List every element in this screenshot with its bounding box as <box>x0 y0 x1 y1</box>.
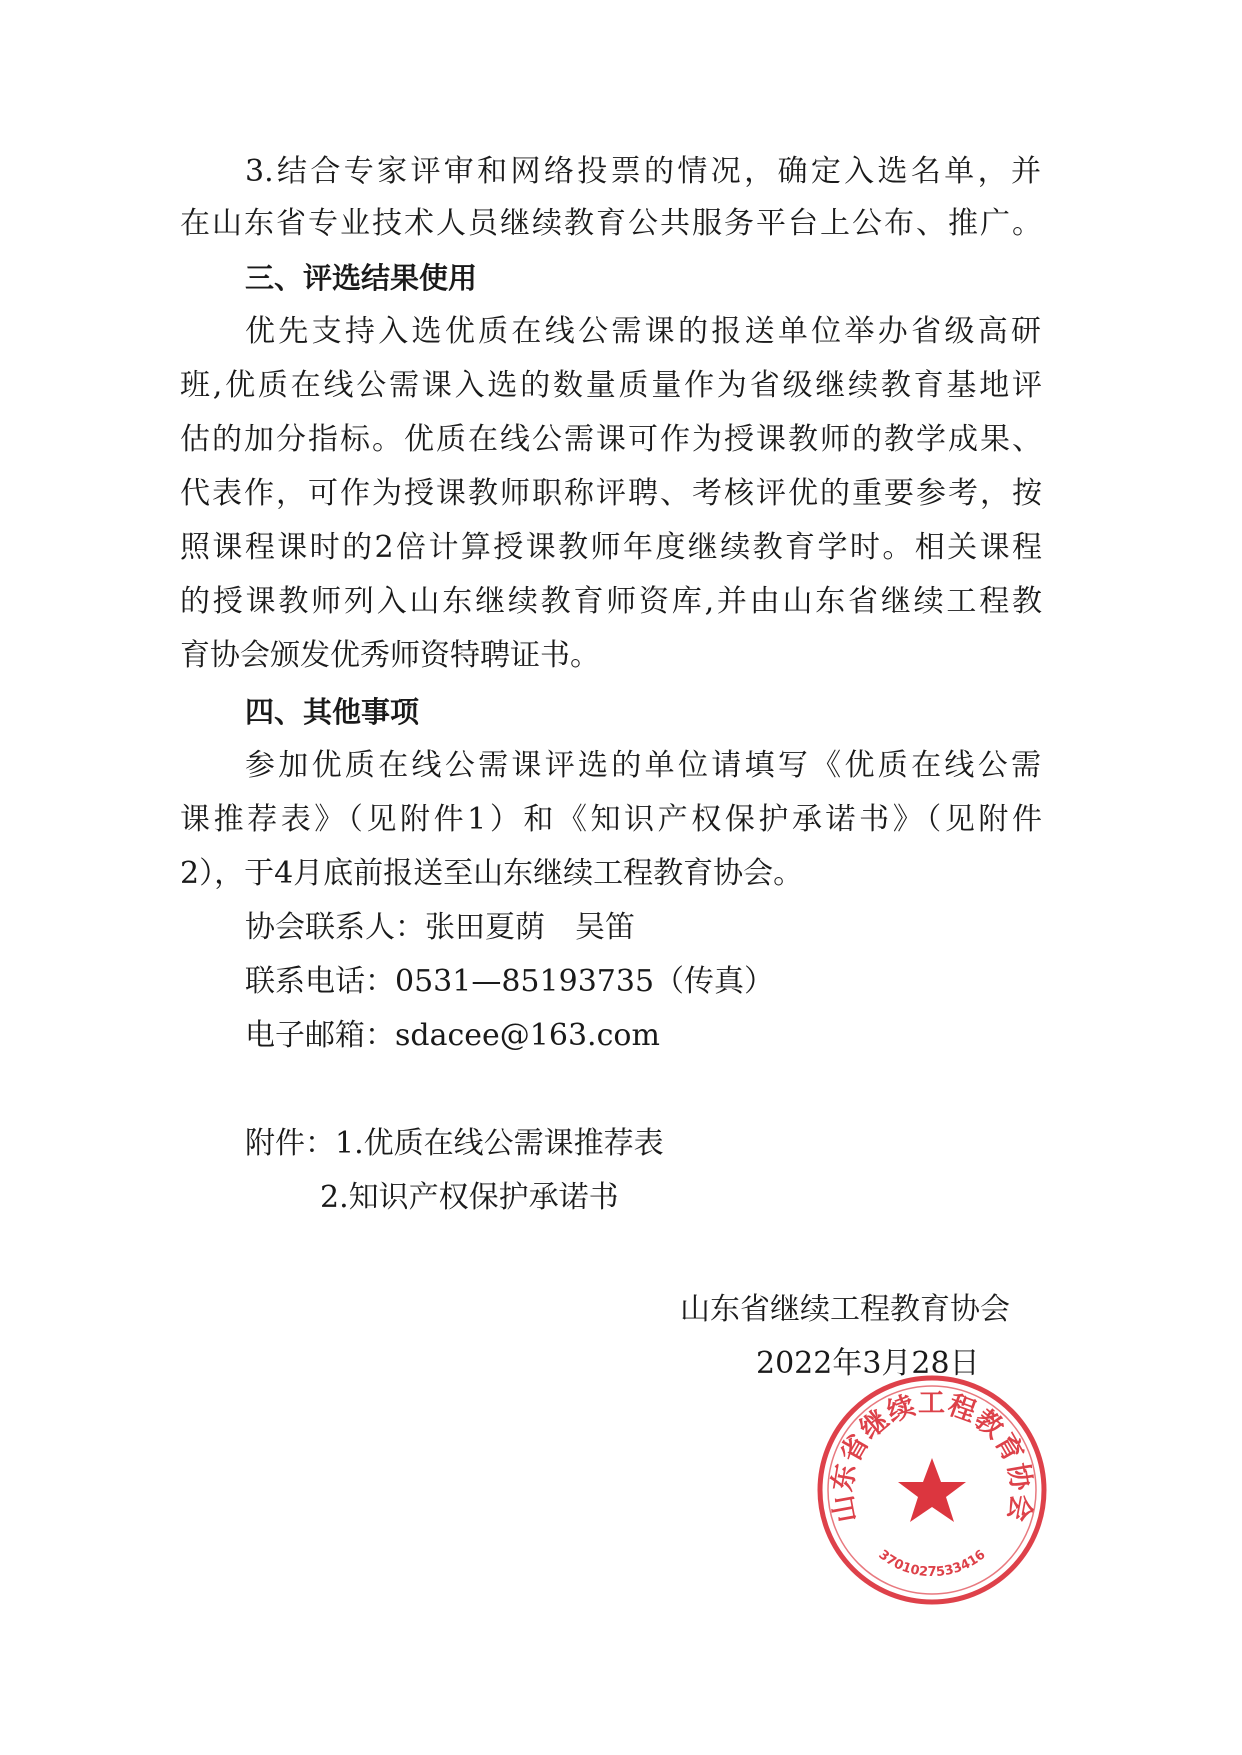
section-heading-4: 四、其他事项 <box>245 695 420 729</box>
paragraph-line: 参加优质在线公需课评选的单位请填写《优质在线公需 <box>245 748 1041 783</box>
paragraph-line: 的授课教师列入山东继续教育师资库,并由山东省继续工程教 <box>180 584 1042 619</box>
paragraph-line: 2），于4月底前报送至山东继续工程教育协会。 <box>180 856 804 891</box>
contact-person: 协会联系人：张田夏荫 吴笛 <box>245 910 635 945</box>
attachment-2: 2.知识产权保护承诺书 <box>320 1180 619 1215</box>
contact-email: 电子邮箱：sdacee@163.com <box>245 1018 660 1053</box>
paragraph-line: 课推荐表》（见附件1）和《知识产权保护承诺书》（见附件 <box>180 802 1042 837</box>
paragraph-line: 代表作，可作为授课教师职称评聘、考核评优的重要参考，按 <box>180 476 1042 511</box>
section-heading-3: 三、评选结果使用 <box>245 261 478 295</box>
paragraph-line: 在山东省专业技术人员继续教育公共服务平台上公布、推广。 <box>180 206 1042 241</box>
paragraph-line: 估的加分指标。优质在线公需课可作为授课教师的教学成果、 <box>180 422 1042 457</box>
contact-phone: 联系电话：0531—85193735（传真） <box>245 964 775 999</box>
paragraph-line: 班,优质在线公需课入选的数量质量作为省级继续教育基地评 <box>180 368 1042 403</box>
attachment-1: 附件：1.优质在线公需课推荐表 <box>245 1126 664 1161</box>
official-seal-icon <box>812 1370 1052 1610</box>
paragraph-line: 育协会颁发优秀师资特聘证书。 <box>180 638 600 673</box>
paragraph-line: 照课程课时的2倍计算授课教师年度继续教育学时。相关课程 <box>180 530 1042 565</box>
issue-date: 2022年3月28日 <box>756 1346 980 1381</box>
svg-text:3701027533416: 3701027533416 <box>875 1547 989 1581</box>
paragraph-line: 3.结合专家评审和网络投票的情况，确定入选名单，并 <box>245 154 1041 189</box>
issuing-organization: 山东省继续工程教育协会 <box>680 1292 1010 1327</box>
svg-text:山东省继续工程教育协会: 山东省继续工程教育协会 <box>827 1388 1037 1525</box>
paragraph-line: 优先支持入选优质在线公需课的报送单位举办省级高研 <box>245 314 1041 349</box>
